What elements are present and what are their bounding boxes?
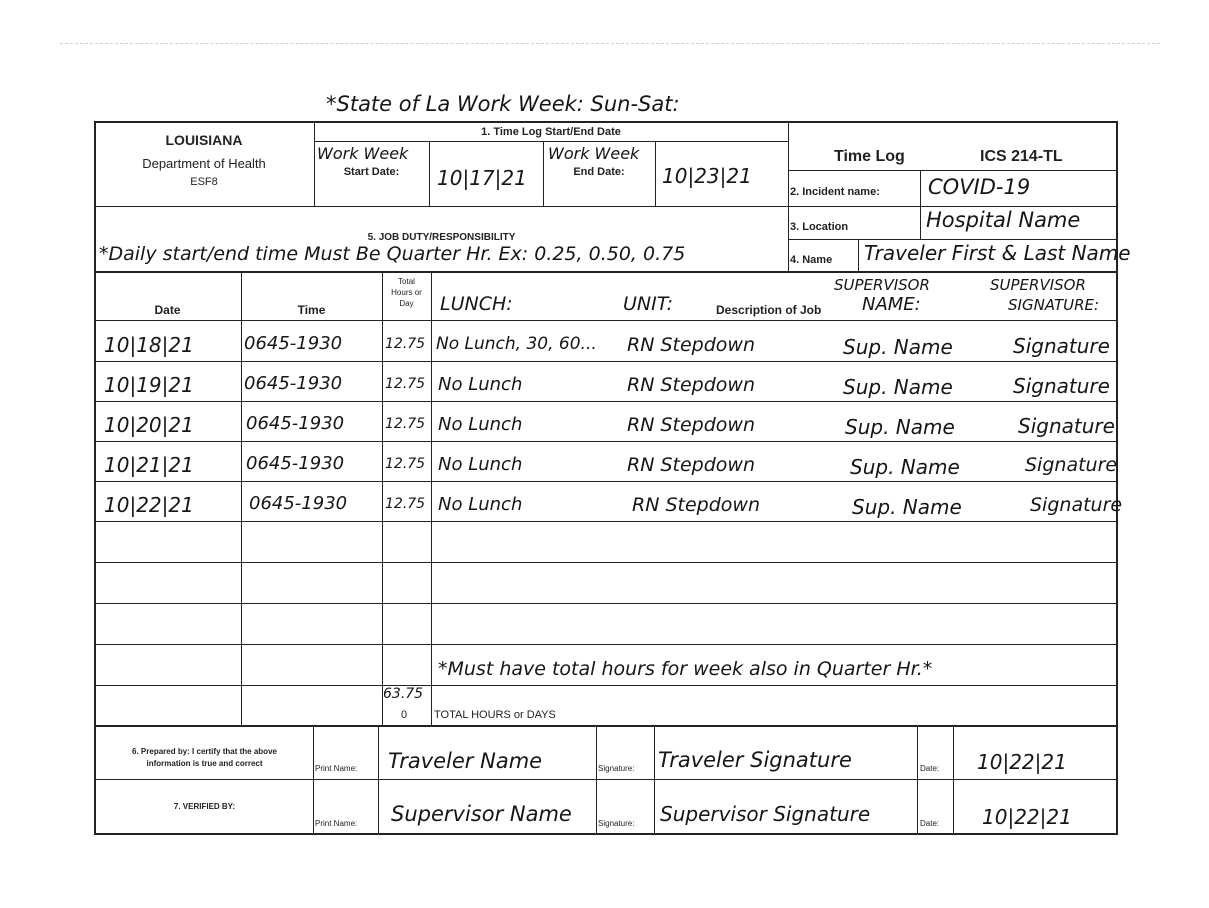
form-code: ICS 214-TL	[980, 148, 1063, 165]
verified-date-value[interactable]: 10|22|21	[982, 805, 1072, 829]
org-esf: ESF8	[190, 176, 218, 188]
row-lunch[interactable]: No Lunch	[438, 414, 523, 435]
end-date-value[interactable]: 10|23|21	[662, 164, 752, 188]
prepared-print-name-value[interactable]: Traveler Name	[388, 749, 543, 773]
row-date[interactable]: 10|18|21	[104, 333, 194, 357]
section5-title: 5. JOB DUTY/RESPONSIBILITY	[367, 232, 516, 243]
row-sup-sig[interactable]: Signature	[1013, 334, 1110, 358]
row-total[interactable]: 12.75	[385, 336, 426, 352]
verified-signature-label: Signature:	[598, 819, 635, 828]
prepared-by-label: 6. Prepared by: I certify that the above information is true and correct	[132, 747, 277, 768]
row-lunch[interactable]: No Lunch	[438, 454, 523, 475]
row-time[interactable]: 0645-1930	[244, 373, 343, 394]
row-total[interactable]: 12.75	[385, 416, 426, 432]
col-unit-header: UNIT:	[623, 293, 673, 315]
prepared-signature-label: Signature:	[598, 764, 635, 773]
col-total-header: Total Hours or Day	[391, 277, 422, 308]
row-unit[interactable]: RN Stepdown	[627, 414, 755, 436]
row-time[interactable]: 0645-1930	[249, 493, 348, 514]
row-sup-sig[interactable]: Signature	[1030, 494, 1123, 516]
col-time-header: Time	[297, 303, 326, 317]
incident-name-value[interactable]: COVID-19	[928, 175, 1031, 199]
row-sup-sig[interactable]: Signature	[1013, 374, 1110, 398]
verified-signature-value[interactable]: Supervisor Signature	[660, 802, 871, 826]
total-printed-zero: 0	[401, 709, 408, 721]
row-unit[interactable]: RN Stepdown	[632, 494, 760, 516]
row-unit[interactable]: RN Stepdown	[627, 334, 755, 356]
col-lunch-header: LUNCH:	[440, 293, 513, 315]
col-sup-name-header-l2: NAME:	[862, 294, 921, 315]
row-lunch[interactable]: No Lunch	[438, 494, 523, 515]
section1-title: 1. Time Log Start/End Date	[481, 126, 621, 138]
row-date[interactable]: 10|21|21	[104, 453, 194, 477]
top-note: *State of La Work Week: Sun-Sat:	[326, 92, 680, 116]
row-sup-sig[interactable]: Signature	[1018, 414, 1115, 438]
work-week-start-hw: Work Week	[317, 144, 409, 163]
row-lunch[interactable]: No Lunch	[438, 374, 523, 395]
verified-print-name-label: Print Name:	[315, 819, 358, 828]
row-sup-sig[interactable]: Signature	[1025, 454, 1118, 476]
row-lunch[interactable]: No Lunch, 30, 60...	[436, 334, 597, 354]
row-sup-name[interactable]: Sup. Name	[850, 455, 960, 479]
scan-noise-line	[60, 43, 1160, 45]
col-date-header: Date	[154, 303, 181, 317]
row-date[interactable]: 10|20|21	[104, 413, 194, 437]
prepared-date-label: Date:	[920, 764, 940, 773]
row-sup-name[interactable]: Sup. Name	[843, 375, 953, 399]
form-title: Time Log	[834, 148, 905, 165]
incident-name-label: 2. Incident name:	[790, 186, 880, 198]
section5-note: *Daily start/end time Must Be Quarter Hr. Ex: 0.25, 0.50, 0.75	[99, 243, 686, 265]
prepared-signature-value[interactable]: Traveler Signature	[658, 748, 852, 772]
org-department: Department of Health	[142, 156, 266, 171]
name-label: 4. Name	[790, 254, 833, 266]
name-value[interactable]: Traveler First & Last Name	[864, 241, 1131, 265]
col-sup-sig-header-l1: SUPERVISOR	[990, 276, 1086, 294]
col-sup-name-header-l1: SUPERVISOR	[834, 276, 930, 294]
work-week-end-hw: Work Week	[548, 144, 640, 163]
prepared-date-value[interactable]: 10|22|21	[977, 750, 1067, 774]
org-name: LOUISIANA	[165, 132, 243, 148]
row-unit[interactable]: RN Stepdown	[627, 454, 755, 476]
total-hours-value[interactable]: 63.75	[383, 686, 424, 702]
start-date-value[interactable]: 10|17|21	[437, 166, 527, 190]
row-total[interactable]: 12.75	[385, 376, 426, 392]
row-unit[interactable]: RN Stepdown	[627, 374, 755, 396]
start-date-label: Start Date:	[343, 166, 400, 178]
prepared-print-name-label: Print Name:	[315, 764, 358, 773]
row-total[interactable]: 12.75	[385, 496, 426, 512]
row-total[interactable]: 12.75	[385, 456, 426, 472]
location-label: 3. Location	[790, 221, 849, 233]
row-date[interactable]: 10|19|21	[104, 373, 194, 397]
row-date[interactable]: 10|22|21	[104, 493, 194, 517]
col-sup-sig-header-l2: SIGNATURE:	[1008, 296, 1100, 314]
week-total-note: *Must have total hours for week also in Quarter Hr.*	[438, 658, 933, 680]
location-value[interactable]: Hospital Name	[926, 208, 1081, 232]
row-time[interactable]: 0645-1930	[244, 333, 343, 354]
col-description-header: Description of Job	[716, 303, 822, 317]
verified-date-label: Date:	[920, 819, 940, 828]
verified-print-name-value[interactable]: Supervisor Name	[391, 802, 572, 826]
row-time[interactable]: 0645-1930	[246, 413, 345, 434]
row-time[interactable]: 0645-1930	[246, 453, 345, 474]
total-hours-label: TOTAL HOURS or DAYS	[434, 709, 556, 721]
row-sup-name[interactable]: Sup. Name	[843, 335, 953, 359]
end-date-label: End Date:	[573, 166, 625, 178]
verified-by-label: 7. VERIFIED BY:	[173, 802, 236, 811]
row-sup-name[interactable]: Sup. Name	[852, 495, 962, 519]
row-sup-name[interactable]: Sup. Name	[845, 415, 955, 439]
